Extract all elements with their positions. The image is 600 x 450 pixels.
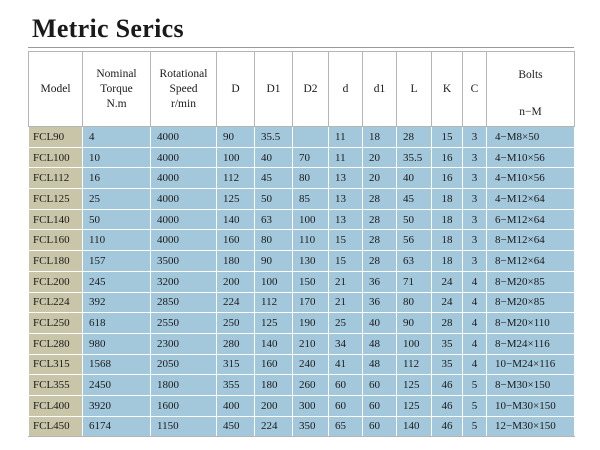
- table-row: [29, 189, 575, 210]
- header-nominal-torque: [83, 52, 151, 127]
- cell-d: 13: [329, 168, 363, 189]
- cell-D1: 63: [255, 209, 293, 230]
- cell-C: 3: [463, 209, 487, 230]
- cell-D: 450: [217, 416, 255, 437]
- cell-model: FCL250: [29, 313, 83, 334]
- cell-K: 24: [432, 292, 463, 313]
- cell-L: 63: [397, 251, 432, 272]
- cell-D: 280: [217, 333, 255, 354]
- cell-K: 18: [432, 230, 463, 251]
- cell-bolts: 8−M24×116: [487, 333, 575, 354]
- cell-D: 100: [217, 147, 255, 168]
- title-divider: [28, 47, 574, 48]
- cell-model: FCL90: [29, 127, 83, 148]
- cell-d1: 18: [363, 127, 397, 148]
- cell-speed: 1600: [151, 395, 217, 416]
- cell-C: 3: [463, 189, 487, 210]
- cell-L: 45: [397, 189, 432, 210]
- cell-model: FCL160: [29, 230, 83, 251]
- cell-D2: 170: [293, 292, 329, 313]
- cell-D1: 80: [255, 230, 293, 251]
- cell-D: 315: [217, 354, 255, 375]
- cell-C: 5: [463, 375, 487, 396]
- cell-model: FCL280: [29, 333, 83, 354]
- cell-model: FCL400: [29, 395, 83, 416]
- cell-model: FCL450: [29, 416, 83, 437]
- cell-bolts: 4−M10×56: [487, 147, 575, 168]
- header-model: Model: [29, 52, 83, 127]
- cell-C: 5: [463, 395, 487, 416]
- cell-C: 4: [463, 271, 487, 292]
- cell-speed: 1800: [151, 375, 217, 396]
- header-L: L: [397, 52, 432, 127]
- table-row: [29, 416, 575, 437]
- cell-K: 15: [432, 127, 463, 148]
- cell-C: 3: [463, 230, 487, 251]
- cell-D1: 100: [255, 271, 293, 292]
- cell-L: 50: [397, 209, 432, 230]
- cell-speed: 4000: [151, 230, 217, 251]
- cell-D: 355: [217, 375, 255, 396]
- cell-d1: 60: [363, 395, 397, 416]
- cell-bolts: 10−M30×150: [487, 395, 575, 416]
- header-bolts-unit: n−M: [519, 106, 542, 118]
- cell-D1: 112: [255, 292, 293, 313]
- cell-torque: 157: [83, 251, 151, 272]
- cell-torque: 618: [83, 313, 151, 334]
- table-row: [29, 375, 575, 396]
- cell-C: 4: [463, 313, 487, 334]
- cell-bolts: 8−M20×85: [487, 292, 575, 313]
- cell-torque: 110: [83, 230, 151, 251]
- cell-K: 46: [432, 416, 463, 437]
- header-rotational-speed: [151, 52, 217, 127]
- cell-d: 13: [329, 209, 363, 230]
- header-torque-line1: Nominal: [96, 67, 137, 80]
- cell-D1: 140: [255, 333, 293, 354]
- cell-d1: 36: [363, 292, 397, 313]
- cell-d1: 48: [363, 354, 397, 375]
- header-speed-line2: Speed: [169, 82, 198, 95]
- cell-d1: 28: [363, 189, 397, 210]
- cell-D: 125: [217, 189, 255, 210]
- cell-torque: 3920: [83, 395, 151, 416]
- cell-d1: 28: [363, 230, 397, 251]
- cell-D1: 40: [255, 147, 293, 168]
- cell-C: 4: [463, 333, 487, 354]
- cell-D1: 125: [255, 313, 293, 334]
- cell-speed: 4000: [151, 127, 217, 148]
- cell-d1: 60: [363, 416, 397, 437]
- cell-bolts: 4−M8×50: [487, 127, 575, 148]
- cell-D2: 70: [293, 147, 329, 168]
- cell-C: 3: [463, 251, 487, 272]
- cell-D: 90: [217, 127, 255, 148]
- cell-L: 140: [397, 416, 432, 437]
- cell-model: FCL315: [29, 354, 83, 375]
- cell-d1: 28: [363, 209, 397, 230]
- cell-torque: 2450: [83, 375, 151, 396]
- cell-bolts: 8−M12×64: [487, 251, 575, 272]
- cell-L: 71: [397, 271, 432, 292]
- cell-K: 18: [432, 189, 463, 210]
- cell-model: FCL200: [29, 271, 83, 292]
- cell-D: 250: [217, 313, 255, 334]
- cell-d1: 28: [363, 251, 397, 272]
- cell-D2: 80: [293, 168, 329, 189]
- cell-torque: 1568: [83, 354, 151, 375]
- cell-torque: 4: [83, 127, 151, 148]
- cell-D: 400: [217, 395, 255, 416]
- cell-speed: 4000: [151, 168, 217, 189]
- cell-D1: 90: [255, 251, 293, 272]
- cell-d: 25: [329, 313, 363, 334]
- cell-D2: 85: [293, 189, 329, 210]
- cell-bolts: 8−M30×150: [487, 375, 575, 396]
- header-bolts-label: Bolts: [518, 69, 543, 81]
- table-row: [29, 395, 575, 416]
- table-row: [29, 168, 575, 189]
- cell-D1: 200: [255, 395, 293, 416]
- table-row: [29, 354, 575, 375]
- table-row: [29, 251, 575, 272]
- cell-d: 11: [329, 127, 363, 148]
- cell-d: 34: [329, 333, 363, 354]
- cell-K: 35: [432, 333, 463, 354]
- cell-d1: 36: [363, 271, 397, 292]
- table-row: [29, 230, 575, 251]
- cell-d1: 20: [363, 168, 397, 189]
- cell-speed: 4000: [151, 209, 217, 230]
- cell-C: 3: [463, 127, 487, 148]
- cell-bolts: 6−M12×64: [487, 209, 575, 230]
- cell-speed: 2050: [151, 354, 217, 375]
- cell-d1: 20: [363, 147, 397, 168]
- cell-D1: 35.5: [255, 127, 293, 148]
- header-row: [29, 52, 575, 127]
- cell-bolts: 10−M24×116: [487, 354, 575, 375]
- cell-D2: 190: [293, 313, 329, 334]
- header-torque-unit: N.m: [106, 97, 127, 110]
- cell-model: FCL112: [29, 168, 83, 189]
- cell-K: 24: [432, 271, 463, 292]
- spec-table: [28, 51, 575, 437]
- cell-torque: 16: [83, 168, 151, 189]
- cell-d: 15: [329, 230, 363, 251]
- table-row: [29, 313, 575, 334]
- cell-d: 41: [329, 354, 363, 375]
- cell-model: FCL100: [29, 147, 83, 168]
- cell-L: 90: [397, 313, 432, 334]
- cell-d1: 60: [363, 375, 397, 396]
- cell-speed: 3200: [151, 271, 217, 292]
- cell-speed: 4000: [151, 189, 217, 210]
- cell-C: 3: [463, 168, 487, 189]
- cell-C: 3: [463, 147, 487, 168]
- cell-torque: 392: [83, 292, 151, 313]
- cell-K: 28: [432, 313, 463, 334]
- cell-D2: [293, 127, 329, 148]
- cell-K: 46: [432, 375, 463, 396]
- cell-D2: 210: [293, 333, 329, 354]
- cell-C: 5: [463, 416, 487, 437]
- table-row: [29, 271, 575, 292]
- cell-torque: 980: [83, 333, 151, 354]
- cell-D2: 110: [293, 230, 329, 251]
- header-speed-unit: r/min: [171, 97, 196, 110]
- spec-table-body: [29, 127, 575, 437]
- cell-torque: 245: [83, 271, 151, 292]
- table-row: [29, 127, 575, 148]
- cell-D: 140: [217, 209, 255, 230]
- cell-model: FCL355: [29, 375, 83, 396]
- header-C: C: [463, 52, 487, 127]
- header-torque-line2: Torque: [100, 82, 133, 95]
- cell-L: 35.5: [397, 147, 432, 168]
- table-row: [29, 292, 575, 313]
- cell-bolts: 12−M30×150: [487, 416, 575, 437]
- cell-C: 4: [463, 292, 487, 313]
- cell-K: 18: [432, 251, 463, 272]
- cell-D1: 50: [255, 189, 293, 210]
- cell-d: 60: [329, 395, 363, 416]
- header-d: d: [329, 52, 363, 127]
- cell-d1: 40: [363, 313, 397, 334]
- cell-torque: 25: [83, 189, 151, 210]
- cell-K: 46: [432, 395, 463, 416]
- cell-bolts: 8−M20×110: [487, 313, 575, 334]
- cell-K: 16: [432, 147, 463, 168]
- cell-K: 18: [432, 209, 463, 230]
- cell-model: FCL224: [29, 292, 83, 313]
- cell-D: 160: [217, 230, 255, 251]
- header-D: D: [217, 52, 255, 127]
- cell-speed: 3500: [151, 251, 217, 272]
- cell-speed: 2850: [151, 292, 217, 313]
- cell-D2: 150: [293, 271, 329, 292]
- cell-L: 125: [397, 395, 432, 416]
- cell-d: 65: [329, 416, 363, 437]
- page-title: Metric Serics: [32, 14, 184, 43]
- header-d1: d1: [363, 52, 397, 127]
- cell-torque: 10: [83, 147, 151, 168]
- cell-speed: 2550: [151, 313, 217, 334]
- cell-D2: 300: [293, 395, 329, 416]
- cell-D: 224: [217, 292, 255, 313]
- cell-D2: 260: [293, 375, 329, 396]
- header-D2: D2: [293, 52, 329, 127]
- header-D1: D1: [255, 52, 293, 127]
- cell-d: 15: [329, 251, 363, 272]
- cell-D1: 160: [255, 354, 293, 375]
- cell-D2: 130: [293, 251, 329, 272]
- cell-D: 180: [217, 251, 255, 272]
- cell-speed: 1150: [151, 416, 217, 437]
- table-row: [29, 209, 575, 230]
- cell-D1: 224: [255, 416, 293, 437]
- table-row: [29, 333, 575, 354]
- cell-L: 80: [397, 292, 432, 313]
- cell-d: 11: [329, 147, 363, 168]
- spec-table-container: [28, 51, 575, 437]
- header-bolts: [487, 52, 575, 127]
- cell-torque: 50: [83, 209, 151, 230]
- cell-bolts: 4−M12×64: [487, 189, 575, 210]
- cell-d: 21: [329, 292, 363, 313]
- header-speed-line1: Rotational: [159, 67, 208, 80]
- cell-d: 13: [329, 189, 363, 210]
- cell-d: 60: [329, 375, 363, 396]
- cell-model: FCL140: [29, 209, 83, 230]
- cell-speed: 2300: [151, 333, 217, 354]
- table-row: [29, 147, 575, 168]
- cell-L: 56: [397, 230, 432, 251]
- cell-d: 21: [329, 271, 363, 292]
- cell-bolts: 4−M10×56: [487, 168, 575, 189]
- cell-D2: 350: [293, 416, 329, 437]
- cell-D2: 240: [293, 354, 329, 375]
- cell-speed: 4000: [151, 147, 217, 168]
- cell-L: 125: [397, 375, 432, 396]
- cell-model: FCL180: [29, 251, 83, 272]
- cell-C: 4: [463, 354, 487, 375]
- cell-D2: 100: [293, 209, 329, 230]
- cell-d1: 48: [363, 333, 397, 354]
- cell-D: 112: [217, 168, 255, 189]
- cell-torque: 6174: [83, 416, 151, 437]
- cell-L: 112: [397, 354, 432, 375]
- cell-K: 16: [432, 168, 463, 189]
- cell-model: FCL125: [29, 189, 83, 210]
- cell-bolts: 8−M20×85: [487, 271, 575, 292]
- cell-D: 200: [217, 271, 255, 292]
- cell-L: 28: [397, 127, 432, 148]
- cell-K: 35: [432, 354, 463, 375]
- cell-D1: 180: [255, 375, 293, 396]
- cell-L: 100: [397, 333, 432, 354]
- cell-L: 40: [397, 168, 432, 189]
- cell-bolts: 8−M12×64: [487, 230, 575, 251]
- cell-D1: 45: [255, 168, 293, 189]
- header-K: K: [432, 52, 463, 127]
